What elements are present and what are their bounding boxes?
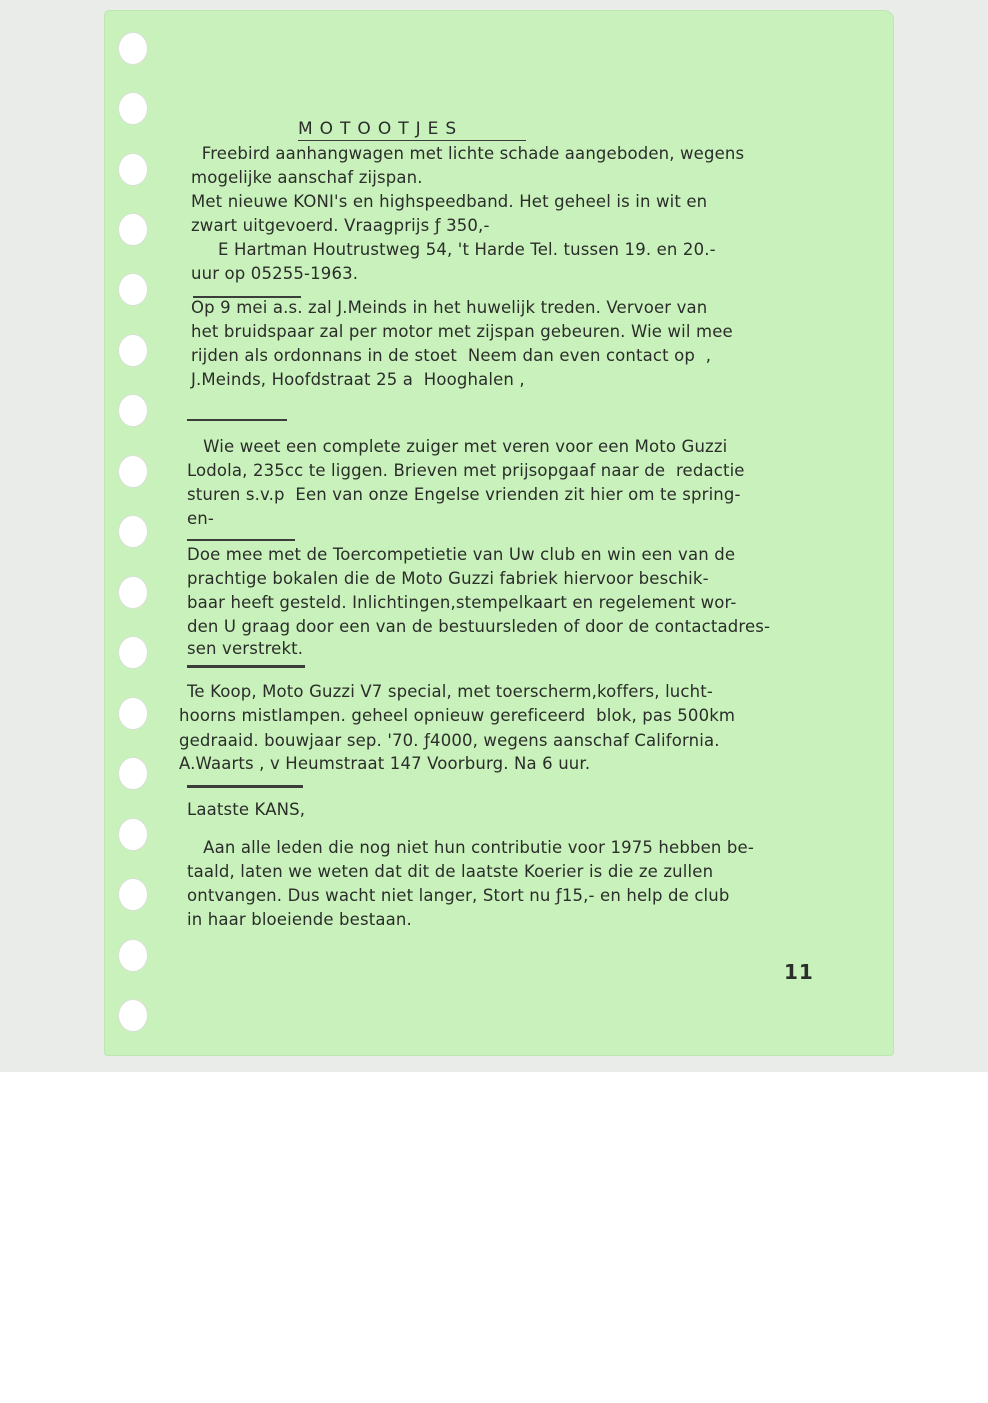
text-line: Aan alle leden die nog niet hun contributie voor 1975 hebben be-: [187, 838, 754, 857]
text-line: sen verstrekt.: [187, 639, 304, 658]
text-line: Doe mee met de Toercompetietie van Uw club en win een van de: [187, 545, 736, 564]
text-line: Lodola, 235cc te liggen. Brieven met prijsopgaaf naar de redactie: [187, 461, 745, 480]
separator-rule: [187, 785, 303, 788]
binder-hole-icon: [118, 999, 148, 1032]
binder-hole-icon: [118, 32, 148, 65]
text-line: uur op 05255-1963.: [191, 264, 359, 283]
text-line: Te Koop, Moto Guzzi V7 special, met toerscherm,koffers, lucht-: [187, 682, 713, 701]
binder-hole-icon: [118, 939, 148, 972]
binder-hole-icon: [118, 213, 148, 246]
text-line: in haar bloeiende bestaan.: [187, 910, 412, 929]
page-title: MOTOOTJES: [298, 119, 526, 141]
text-line: J.Meinds, Hoofdstraat 25 a Hooghalen ,: [191, 370, 525, 389]
text-line: en-: [187, 509, 215, 528]
separator-rule: [187, 539, 295, 541]
binder-hole-icon: [118, 273, 148, 306]
text-line: Freebird aanhangwagen met lichte schade aangeboden, wegens: [191, 144, 745, 163]
binder-hole-icon: [118, 818, 148, 851]
binder-hole-icon: [118, 757, 148, 790]
separator-rule: [187, 419, 287, 421]
text-line: zwart uitgevoerd. Vraagprijs ƒ 350,-: [191, 216, 490, 235]
binder-hole-icon: [118, 455, 148, 488]
text-line: mogelijke aanschaf zijspan.: [191, 168, 423, 187]
text-line: ontvangen. Dus wacht niet langer, Stort nu ƒ15,- en help de club: [187, 886, 730, 905]
text-line: sturen s.v.p Een van onze Engelse vrienden zit hier om te spring-: [187, 485, 741, 504]
binder-hole-icon: [118, 636, 148, 669]
text-line: Op 9 mei a.s. zal J.Meinds in het huwelijk treden. Vervoer van: [191, 298, 708, 317]
text-line: Wie weet een complete zuiger met veren voor een Moto Guzzi: [187, 437, 728, 456]
text-line: prachtige bokalen die de Moto Guzzi fabriek hiervoor beschik-: [187, 569, 709, 588]
binder-hole-icon: [118, 153, 148, 186]
text-line: hoorns mistlampen. geheel opnieuw gereficeerd blok, pas 500km: [179, 706, 736, 725]
binder-hole-icon: [118, 576, 148, 609]
text-line: baar heeft gesteld. Inlichtingen,stempelkaart en regelement wor-: [187, 593, 737, 612]
text-line: gedraaid. bouwjaar sep. '70. ƒ4000, wegens aanschaf California.: [179, 731, 720, 750]
binder-hole-icon: [118, 394, 148, 427]
separator-rule: [187, 665, 305, 668]
notice-heading: Laatste KANS,: [187, 800, 306, 819]
text-line: den U graag door een van de bestuursleden of door de contactadres-: [187, 617, 771, 636]
binder-hole-icon: [118, 878, 148, 911]
binder-hole-icon: [118, 515, 148, 548]
text-line: rijden als ordonnans in de stoet Neem dan even contact op ,: [191, 346, 712, 365]
binder-hole-icon: [118, 92, 148, 125]
text-line: het bruidspaar zal per motor met zijspan gebeuren. Wie wil mee: [191, 322, 733, 341]
binder-hole-icon: [118, 697, 148, 730]
text-line: taald, laten we weten dat dit de laatste Koerier is die ze zullen: [187, 862, 714, 881]
text-line: Met nieuwe KONI's en highspeedband. Het geheel is in wit en: [191, 192, 708, 211]
text-line: A.Waarts , v Heumstraat 147 Voorburg. Na 6 uur.: [179, 754, 591, 773]
binder-hole-icon: [118, 334, 148, 367]
page-number: 11: [784, 960, 814, 984]
text-line: E Hartman Houtrustweg 54, 't Harde Tel. tussen 19. en 20.-: [191, 240, 716, 259]
